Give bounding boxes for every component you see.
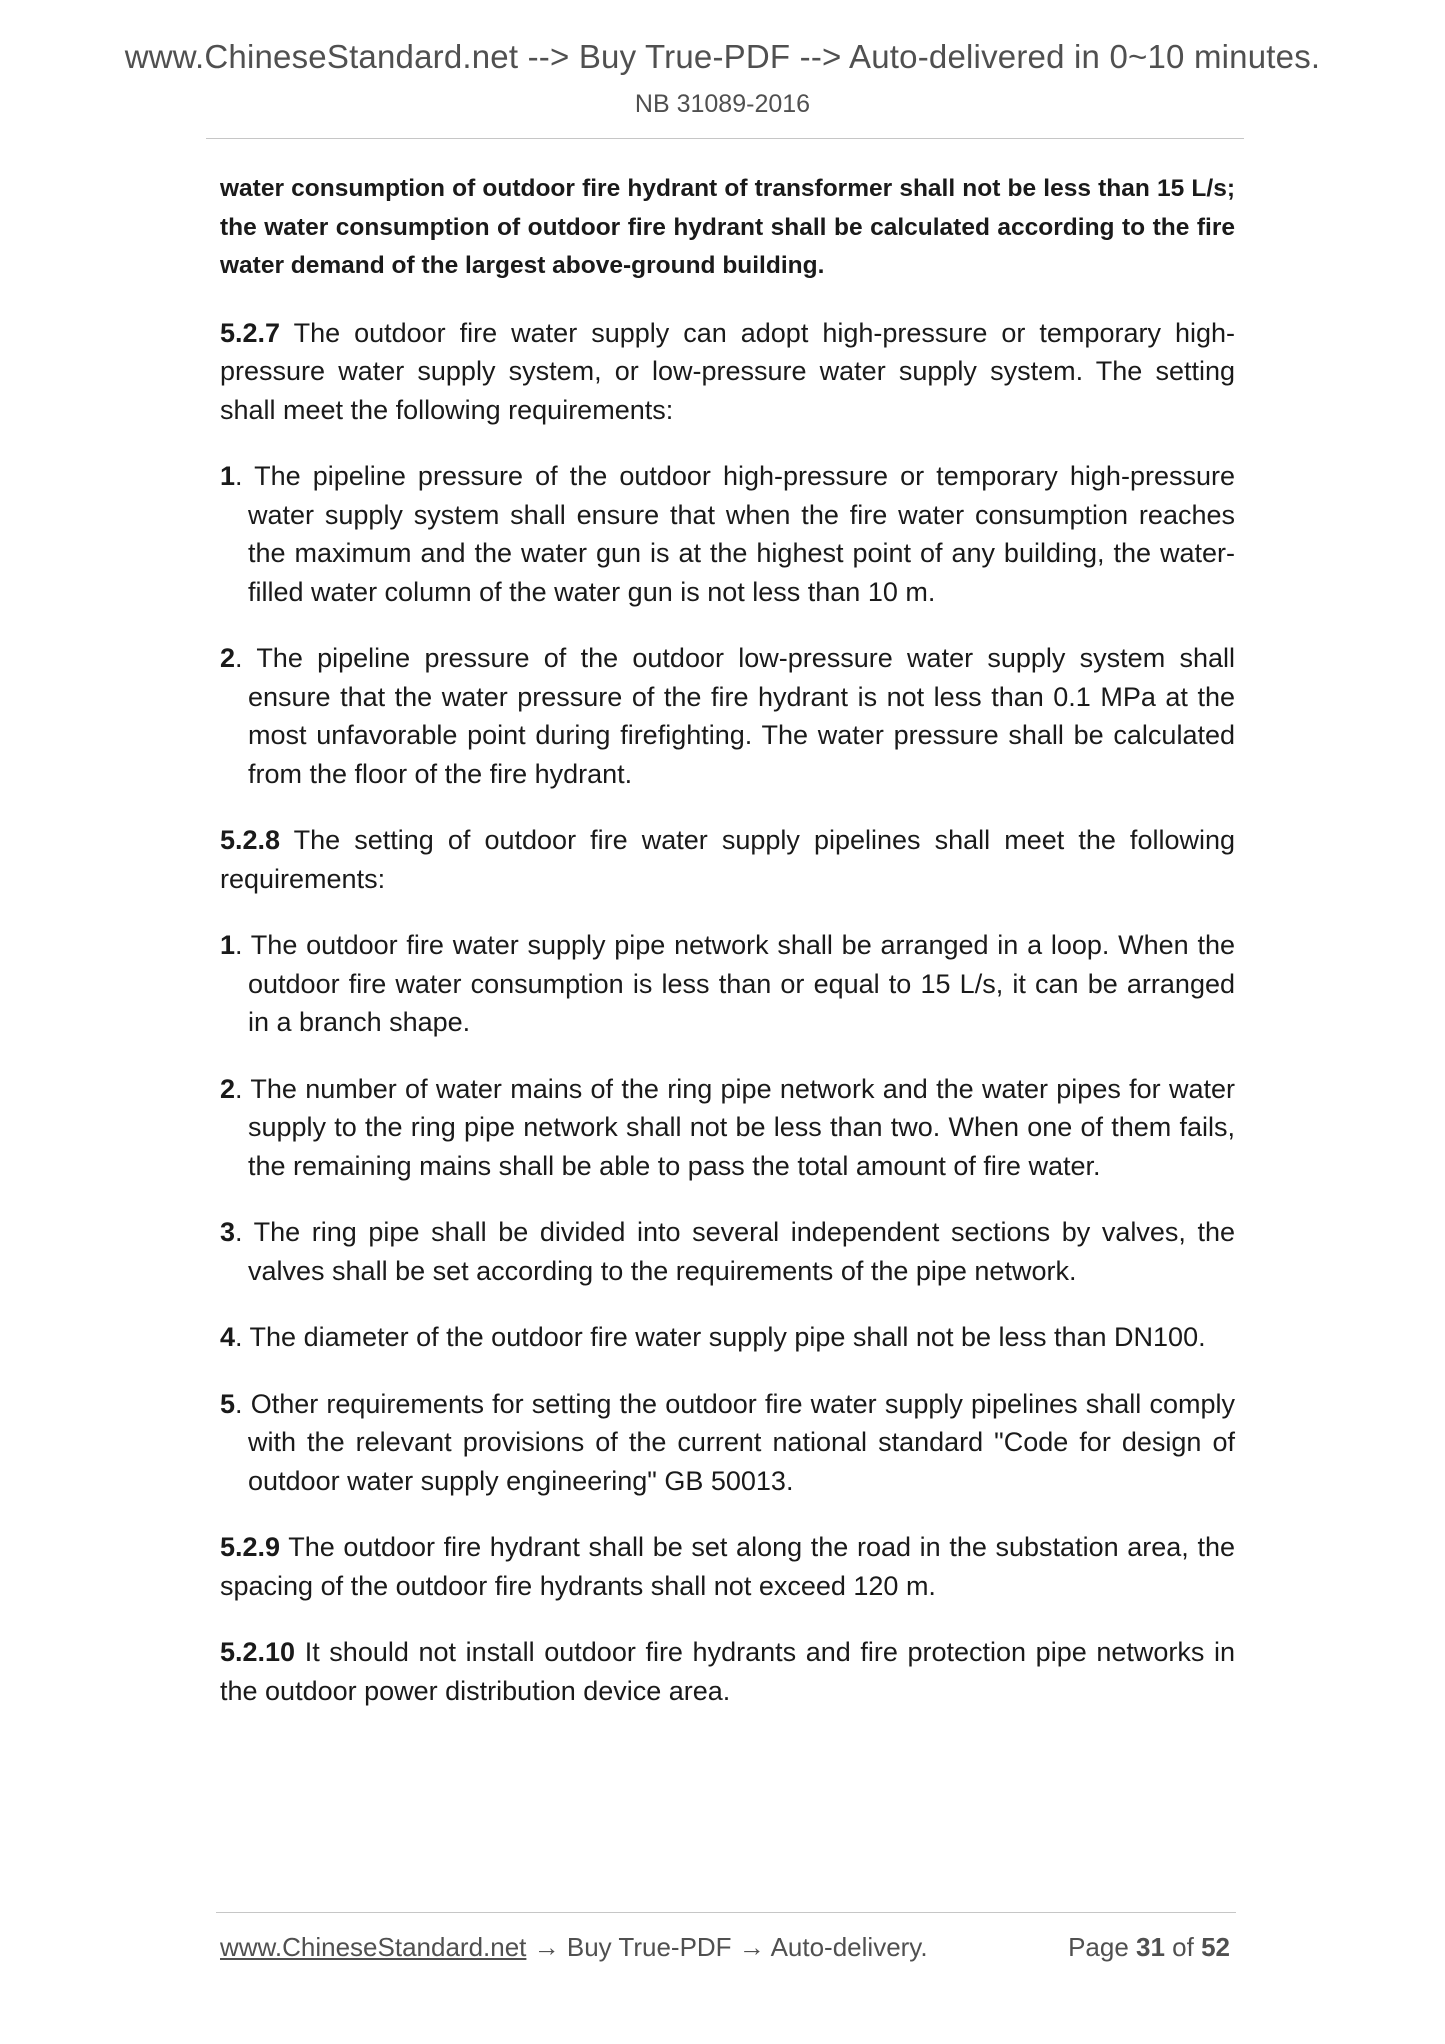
list-item-number: 4	[220, 1322, 236, 1352]
list-item	[220, 926, 1235, 1042]
footer-promo-text: → Buy True-PDF → Auto-delivery.	[526, 1932, 928, 1962]
list-item-number: 2	[220, 1073, 236, 1104]
clause-text: The setting of outdoor fire water supply pipelines shall meet the following requirements:	[220, 825, 1235, 894]
footer-promo	[220, 1932, 928, 1963]
clause-number: 5.2.10	[220, 1637, 296, 1667]
clause-number: 5.2.7	[220, 317, 281, 348]
list-item	[220, 1213, 1235, 1290]
list-item-number: 2	[220, 643, 236, 673]
list-item-text: . The number of water mains of the ring pipe network and the water pipes for water supply to the ring pipe network shall not be less than two. When one of them fails, the remaining mains shall be able to pass the total amount of fire water.	[235, 1073, 1235, 1181]
continued-paragraph: water consumption of outdoor fire hydrant of transformer shall not be less than 15 L/s; the water consumption of outdoor fire hydrant shall be calculated according to the fire water demand of the largest above-ground building.	[220, 175, 1235, 279]
page-indicator	[1068, 1932, 1230, 1963]
list-item-text: . The ring pipe shall be divided into several independent sections by valves, the valves shall be set according to the requirements of the pipe network.	[235, 1217, 1235, 1286]
total-pages-number: 52	[1201, 1932, 1230, 1962]
top-banner: www.ChineseStandard.net --> Buy True-PDF --> Auto-delivered in 0~10 minutes.	[124, 38, 1321, 75]
page-label: Page	[1068, 1932, 1137, 1962]
list-item-text: . The outdoor fire water supply pipe network shall be arranged in a loop. When the outdoor fire water consumption is less than or equal to 15 L/s, it can be arranged in a branch shape.	[235, 930, 1235, 1037]
list-item	[220, 1318, 1235, 1357]
page-of-label: of	[1164, 1932, 1202, 1962]
list-item-number: 1	[220, 930, 236, 960]
list-item	[220, 1070, 1235, 1186]
list-item-text: . The pipeline pressure of the outdoor low-pressure water supply system shall ensure that the water pressure of the fire hydrant is not less than 0.1 MPa at the most unfavorable point during firefighting. The water pressure shall be calculated from the floor of the fire hydrant.	[235, 643, 1235, 789]
list-item-number: 5	[220, 1388, 236, 1419]
list-item-number: 1	[220, 461, 236, 491]
footer-site-link[interactable]: www.ChineseStandard.net	[220, 1932, 527, 1962]
clause-number: 5.2.9	[220, 1532, 281, 1562]
list-item-text: . The pipeline pressure of the outdoor high-pressure or temporary high-pressure water supply system shall ensure that when the fire water consumption reaches the maximum and the water gun is at the highest point of any building, the water-filled water column of the water gun is not less than 10 m.	[235, 461, 1235, 607]
clause-5-2-8	[220, 821, 1235, 898]
page-content	[220, 170, 1235, 1738]
clause-number: 5.2.8	[220, 825, 281, 855]
list-item	[220, 457, 1235, 611]
list-item	[220, 1385, 1235, 1501]
clause-text: The outdoor fire hydrant shall be set along the road in the substation area, the spacing of the outdoor fire hydrants shall not exceed 120 m.	[220, 1532, 1235, 1601]
list-item-text: . The diameter of the outdoor fire water supply pipe shall not be less than DN100.	[235, 1322, 1206, 1352]
list-item-number: 3	[220, 1217, 236, 1247]
list-item	[220, 639, 1235, 793]
clause-text: It should not install outdoor fire hydrants and fire protection pipe networks in the outdoor power distribution device area.	[220, 1637, 1235, 1706]
list-item-text: . Other requirements for setting the outdoor fire water supply pipelines shall comply with the relevant provisions of the current national standard "Code for design of outdoor water supply engineering" GB 50013.	[235, 1388, 1235, 1496]
header-divider	[206, 138, 1244, 139]
current-page-number: 31	[1136, 1932, 1165, 1962]
clause-text: The outdoor fire water supply can adopt high-pressure or temporary high-pressure water supply system, or low-pressure water supply system. The setting shall meet the following requirements:	[220, 317, 1235, 425]
clause-5-2-10	[220, 1633, 1235, 1710]
clause-5-2-9	[220, 1528, 1235, 1605]
clause-5-2-7	[220, 314, 1235, 430]
document-code: NB 31089-2016	[634, 90, 811, 118]
footer-divider	[216, 1912, 1236, 1913]
